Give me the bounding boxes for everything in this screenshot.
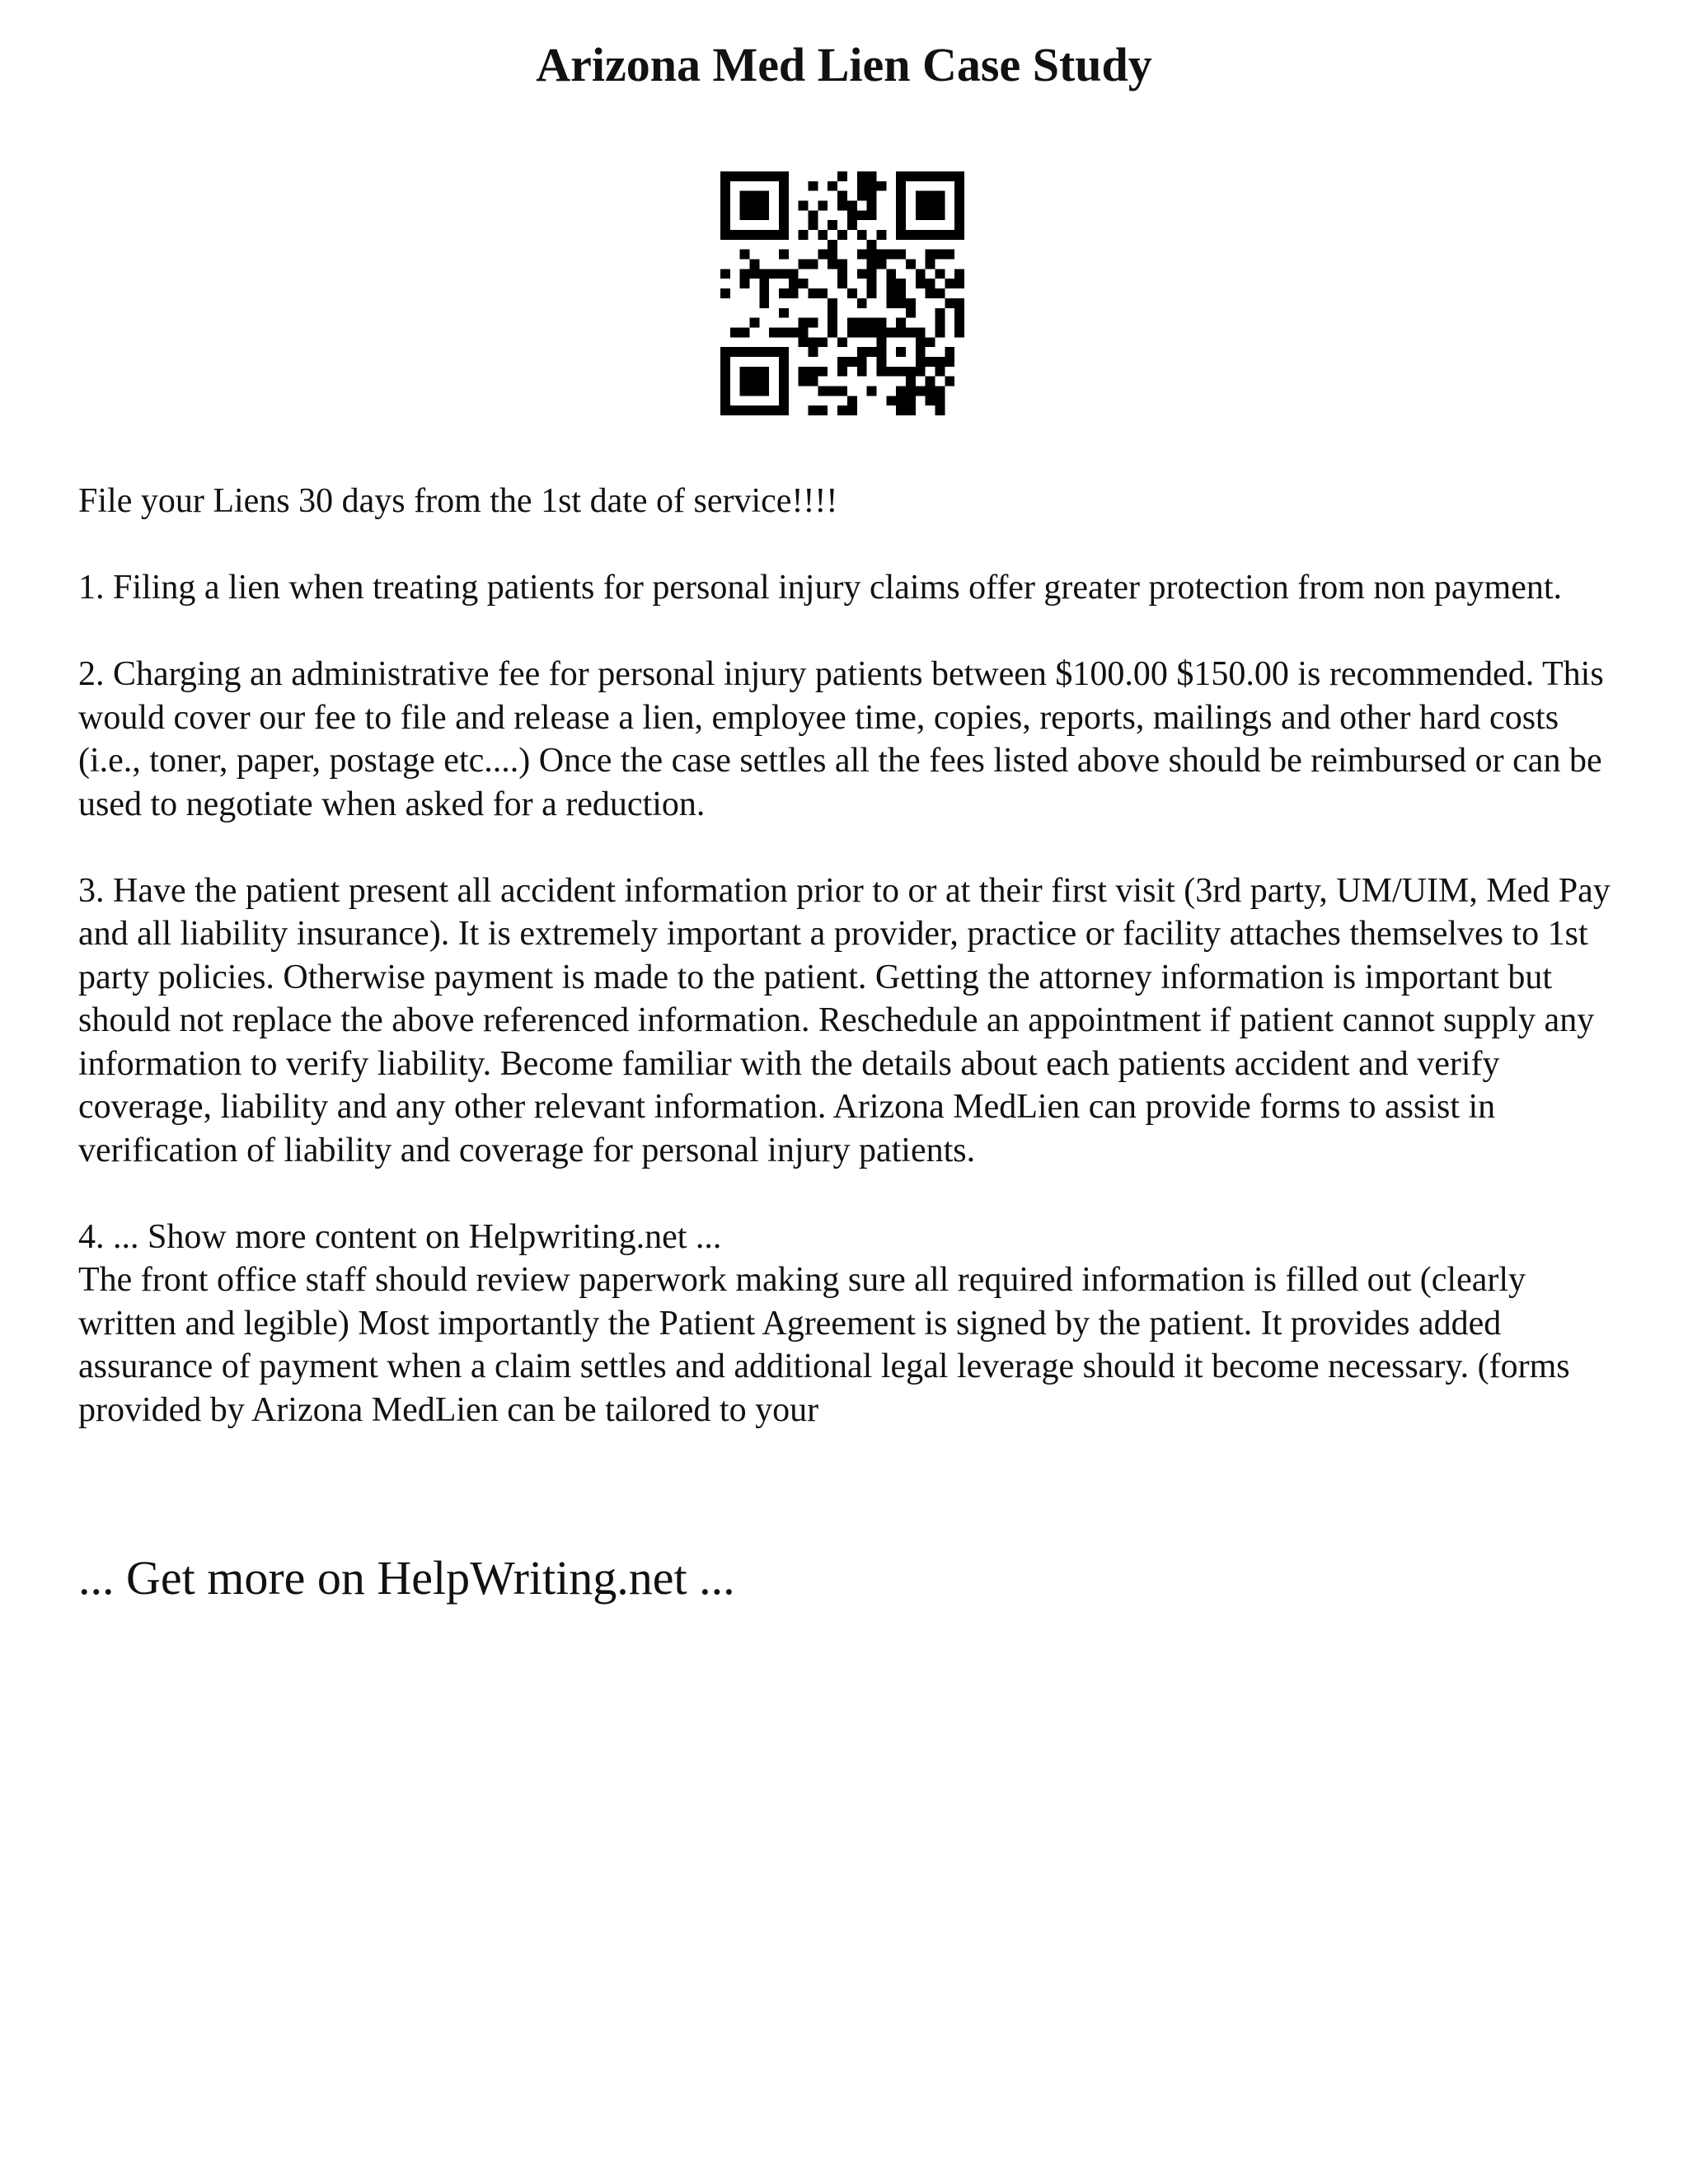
- point-3: 3. Have the patient present all accident information prior to or at their first visit (3rd party, UM/UIM, Med Pay and all liability insurance). It is extremely important a provider, practice or facility attaches themselves to 1st party policies. Otherwise payment is made to the patient. Getting the attorney information is important but should not replace the above referenced information. Reschedule an appointment if patient cannot supply any information to verify liability. Become familiar with the details about each patients accident and verify coverage, liability and any other relevant information. Arizona MedLien can provide forms to assist in verification of liability and coverage for personal injury patients.: [78, 871, 1611, 1169]
- document-body: [78, 480, 1620, 1432]
- intro-paragraph: File your Liens 30 days from the 1st date of service!!!!: [78, 482, 838, 520]
- qr-code-icon: [720, 171, 964, 415]
- point-2: 2. Charging an administrative fee for personal injury patients between $100.00 $150.00 is recommended. This would cover our fee to file and release a lien, employee time, copies, reports, mailings and other hard costs (i.e., toner, paper, postage etc....) Once the case settles all the fees listed above should be reimbursed or can be used to negotiate when asked for a reduction.: [78, 655, 1604, 823]
- point-1: 1. Filing a lien when treating patients for personal injury claims offer greater protection from non payment.: [78, 569, 1563, 607]
- page-title: Arizona Med Lien Case Study: [536, 38, 1152, 91]
- continuation-paragraph: The front office staff should review paperwork making sure all required information is filled out (clearly written and legible) Most importantly the Patient Agreement is signed by the patient. It provides added assurance of payment when a claim settles and additional legal leverage should it become necessary. (forms provided by Arizona MedLien can be tailored to your: [78, 1261, 1570, 1429]
- show-more-link[interactable]: 4. ... Show more content on Helpwriting.net ...: [78, 1217, 722, 1256]
- get-more-link[interactable]: ... Get more on HelpWriting.net ...: [78, 1551, 735, 1605]
